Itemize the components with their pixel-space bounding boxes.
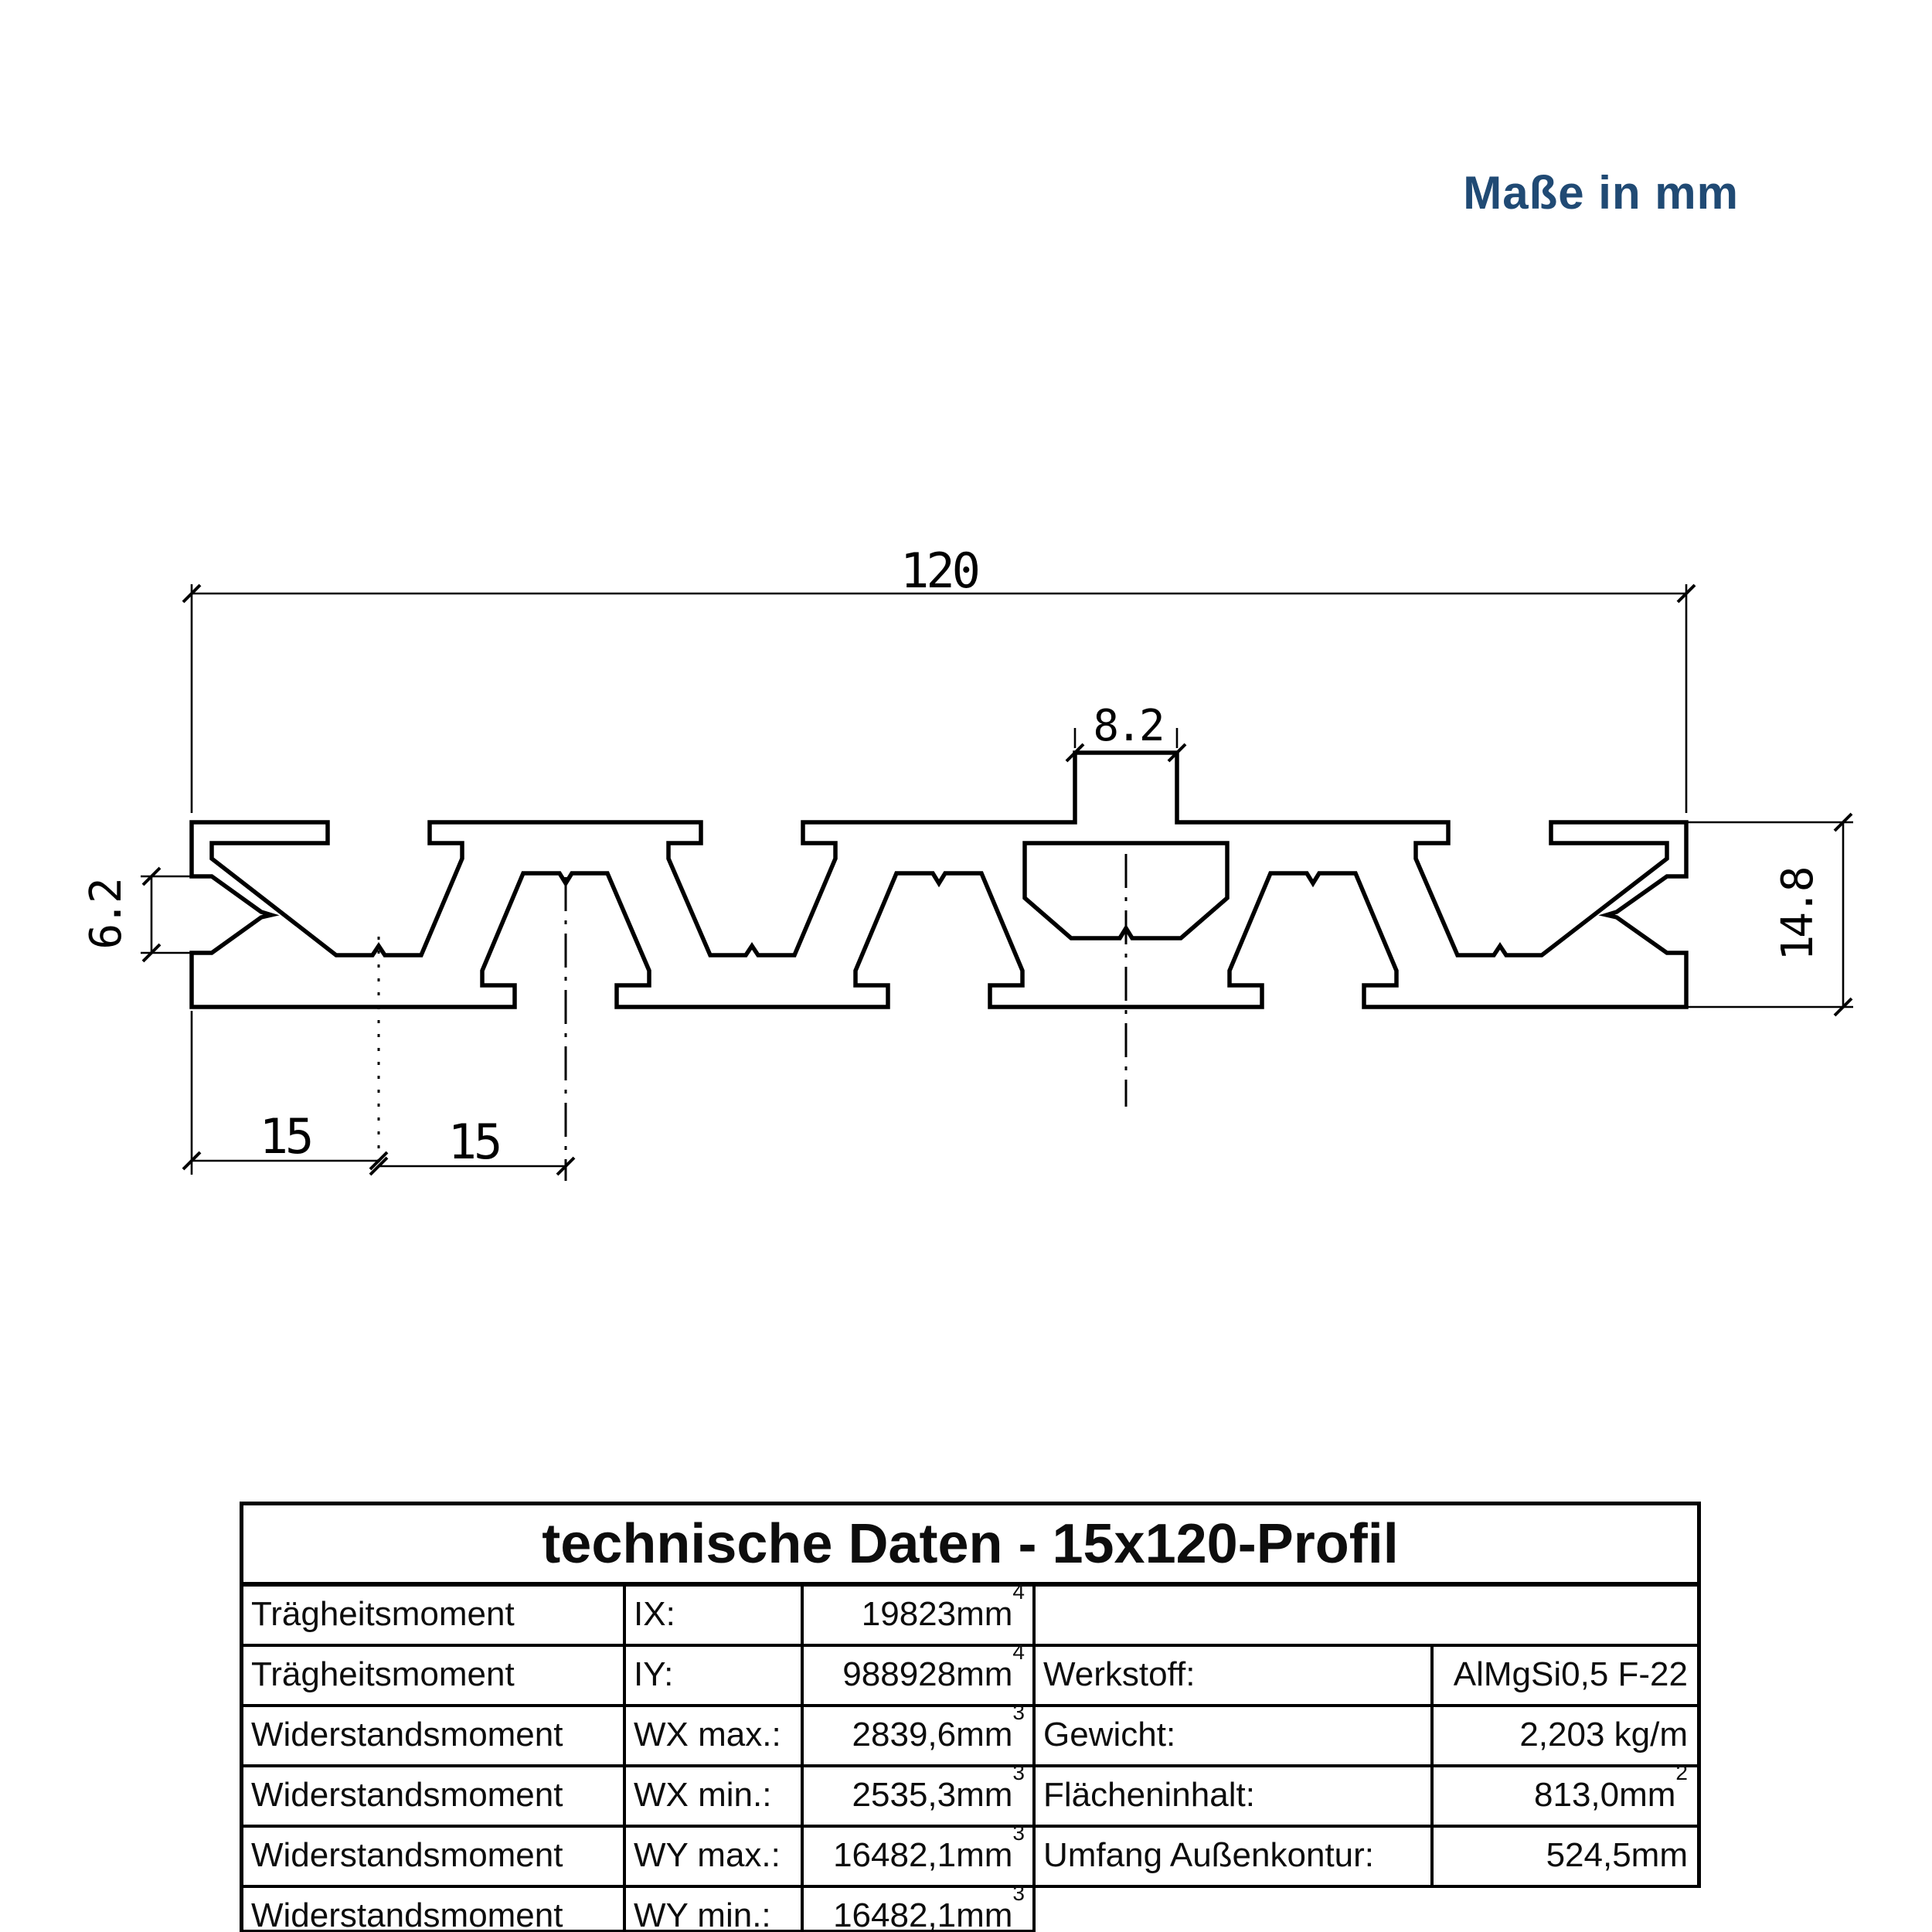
table-row — [243, 1580, 1701, 1647]
quantity-value: $2839,6mm^3$ — [804, 1707, 1036, 1767]
quantity-name: Widerstandsmoment — [243, 1828, 626, 1888]
quantity-value: $19823mm^4$ — [804, 1587, 1036, 1647]
property-name: Flächeninhalt: — [1036, 1767, 1434, 1828]
technical-data-table — [240, 1502, 1701, 1932]
dim-height-label: 14.8 — [1773, 869, 1823, 961]
dimension-slot-top — [1066, 701, 1185, 761]
table-row — [243, 1760, 1701, 1828]
quantity-value: $2535,3mm^3$ — [804, 1767, 1036, 1828]
property-value: 524,5mm — [1434, 1828, 1701, 1888]
table-title: technische Daten - 15x120-Profil — [243, 1505, 1701, 1587]
property-name: Gewicht: — [1036, 1707, 1434, 1767]
quantity-symbol: IX: — [626, 1587, 804, 1647]
quantity-name: Widerstandsmoment — [243, 1707, 626, 1767]
units-note: Maße in mm — [1463, 167, 1739, 219]
table-row — [243, 1700, 1701, 1767]
dim-pitch-a-label: 15 — [259, 1108, 311, 1165]
quantity-symbol: WX max.: — [626, 1707, 804, 1767]
table-row — [243, 1881, 1701, 1932]
property-value: AlMgSi0,5 F-22 — [1434, 1647, 1701, 1707]
property-value: 2,203 kg/m — [1434, 1707, 1701, 1767]
dimension-width — [183, 543, 1695, 813]
property-name: Werkstoff: — [1036, 1647, 1434, 1707]
quantity-symbol: IY: — [626, 1647, 804, 1707]
dim-slot-side-label: 6.2 — [81, 880, 131, 950]
dim-width-label: 120 — [900, 543, 978, 599]
table-row — [243, 1821, 1701, 1888]
property-value: $813,0mm^2$ — [1434, 1767, 1701, 1828]
dim-pitch-b-label: 15 — [447, 1114, 500, 1170]
quantity-symbol: WY min.: — [626, 1888, 804, 1932]
quantity-name: Trägheitsmoment — [243, 1587, 626, 1647]
quantity-symbol: WX min.: — [626, 1767, 804, 1828]
profile-outline — [192, 753, 1686, 1007]
dimension-height — [1688, 814, 1853, 1015]
property-name: Umfang Außenkontur: — [1036, 1828, 1434, 1888]
table-row — [243, 1640, 1701, 1707]
quantity-name: Widerstandsmoment — [243, 1767, 626, 1828]
empty-cell — [1036, 1587, 1701, 1647]
dimension-slot-side — [81, 868, 193, 961]
quantity-symbol: WY max.: — [626, 1828, 804, 1888]
quantity-name: Trägheitsmoment — [243, 1647, 626, 1707]
quantity-value: $16482,1mm^3$ — [804, 1828, 1036, 1888]
dim-slot-top-label: 8.2 — [1093, 701, 1162, 751]
quantity-value: $988928mm^4$ — [804, 1647, 1036, 1707]
quantity-name: Widerstandsmoment — [243, 1888, 626, 1932]
quantity-value: $16482,1mm^3$ — [804, 1888, 1036, 1932]
